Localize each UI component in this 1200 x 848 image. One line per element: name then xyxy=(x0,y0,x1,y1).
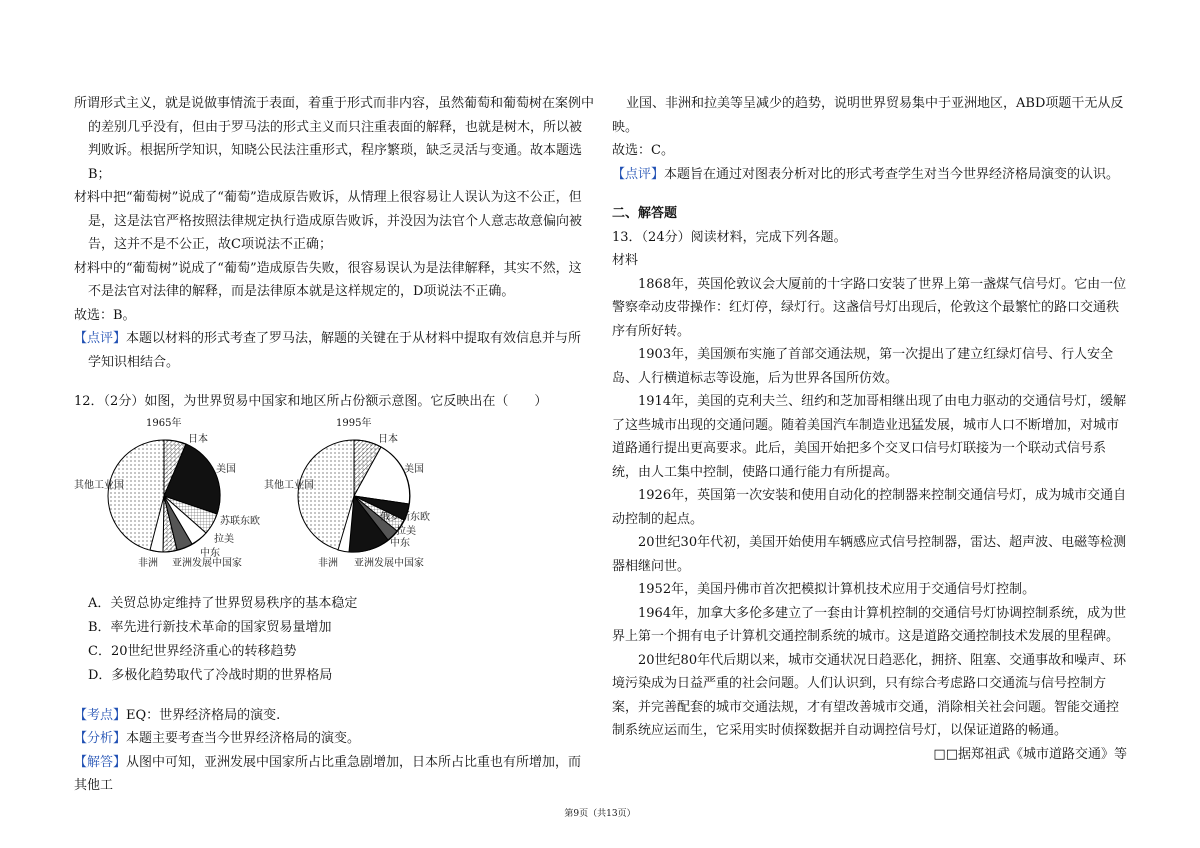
jieda-tag: 【解答】 xyxy=(74,754,127,770)
label-usa: 美国 xyxy=(404,463,424,475)
label-middle-east: 中东 xyxy=(200,547,220,559)
fenxi-text: 本题主要考查当今世界经济格局的演变。 xyxy=(126,731,361,746)
label-other-industrial: 其他工业国 xyxy=(74,479,124,491)
paragraph: 材料中的“葡萄树”说成了“葡萄”造成原告失败，很容易误认为是法律解释，其实不然，这不是法官对法律的解释，而是法律原本就是这样规定的，D项说法不正确。 xyxy=(74,260,582,299)
kaodian-text: EQ：世界经济格局的演变. xyxy=(126,707,281,723)
paragraph: 所谓形式主义，就是说做事情流于表面，着重于形式而非内容，虽然葡萄和葡萄树在案例中的差别几乎没有，但由于罗马法的形式主义而只注重表面的解释，也就是树木，所以被判败诉。根据所学知识，知晓公民法注重形式，程序繁琐，缺乏灵活与变通。故本题选B； xyxy=(74,96,595,182)
chart-title: 1995年 xyxy=(336,417,372,429)
chart-title: 1965年 xyxy=(146,417,182,429)
label-africa: 非洲 xyxy=(318,557,338,569)
material-label: 材料 xyxy=(612,253,639,268)
review-text: 本题以材料的形式考查了罗马法，解题的关键在于从材料中提取有效信息并与所学知识相结合。 xyxy=(88,331,582,370)
question-13: 13．（24分）阅读材料，完成下列各题。 xyxy=(612,229,847,245)
kaodian-line xyxy=(74,704,594,728)
jieda-line xyxy=(74,751,594,798)
material-paragraph: 20世纪30年代初，美国开始使用车辆感应式信号控制器，雷达、超声波、电磁等检测器相继问世。 xyxy=(612,535,1127,574)
pie-1995 xyxy=(264,416,430,569)
option-a: A．关贸总协定维持了世界贸易秩序的基本稳定 xyxy=(88,595,358,611)
label-middle-east: 中东 xyxy=(390,537,410,549)
trade-share-pie-charts xyxy=(74,416,594,586)
left-column xyxy=(74,92,594,798)
page-footer: 第9页（共13页） xyxy=(564,809,636,819)
review-text: 本题旨在通过对图表分析对比的形式考查学生对当今世界经济格局演变的认识。 xyxy=(664,166,1120,182)
answer-line: 故选：B。 xyxy=(74,307,136,323)
label-russia-eastern-europe: 俄罗斯东欧 xyxy=(380,511,430,523)
pie-charts-figure xyxy=(74,416,434,586)
material-paragraph: 1914年，美国的克利夫兰、纽约和芝加哥相继出现了由电力驱动的交通信号灯，缓解了这些城市出现的交通问题。随着美国汽车制造业迅猛发展，城市人口不断增加，对城市道路通行提出更高要求。此后，美国开始把多个交叉口信号灯联接为一个联动式信号系统，由人工集中控制，使路口通行能力有所提高。 xyxy=(612,394,1127,480)
option-c: C．20世纪世界经济重心的转移趋势 xyxy=(88,643,297,659)
answer-continued: 业国、非洲和拉美等呈减少的趋势，说明世界贸易集中于亚洲地区，ABD项题干无从反映。 xyxy=(612,96,1124,135)
review-tag: 【点评】 xyxy=(74,331,127,346)
label-usa: 美国 xyxy=(216,463,236,475)
jieda-text: 从图中可知，亚洲发展中国家所占比重急剧增加，日本所占比重也有所增加，而其他工 xyxy=(74,754,582,793)
material-paragraph: 1868年，英国伦敦议会大厦前的十字路口安装了世界上第一盏煤气信号灯。它由一位警察牵动皮带操作：红灯停，绿灯行。这盏信号灯出现后，伦敦这个最繁忙的路口交通秩序有所好转。 xyxy=(612,276,1127,339)
material-paragraph: 1964年，加拿大多伦多建立了一套由计算机控制的交通信号灯协调控制系统，成为世界上第一个拥有电子计算机交通控制系统的城市。这是道路交通控制技术发展的里程碑。 xyxy=(612,605,1127,644)
label-asian-developing: 亚洲发展中国家 xyxy=(172,557,242,569)
review-tag: 【点评】 xyxy=(612,166,665,182)
paragraph: 材料中把“葡萄树”说成了“葡萄”造成原告败诉，从情理上很容易让人误认为这不公正，但是，这是法官严格按照法律规定执行造成原告败诉，并没因为法官个人意志故意偏向被告，这并不是不公正，故C项说法不正确； xyxy=(74,190,583,252)
pie-1965 xyxy=(74,416,260,569)
material-paragraph: 20世纪80年代后期以来，城市交通状况日趋恶化，拥挤、阻塞、交通事故和噪声、环境污染成为日益严重的社会问题。人们认识到，只有综合考虑路口交通流与信号控制方案，并完善配套的城市交通法规，才有望改善城市交通，消除相关社会问题。智能交通控制系统应运而生，它采用实时侦探数据并自动调控信号灯，以保证道路的畅通。 xyxy=(612,652,1127,738)
label-japan: 日本 xyxy=(378,433,398,445)
review-paragraph xyxy=(74,327,594,374)
answer-line: 故选：C。 xyxy=(612,143,674,158)
label-latin-america: 拉美 xyxy=(396,525,416,537)
question-12: 12．（2分）如图，为世界贸易中国家和地区所占份额示意图。它反映出在（ ） xyxy=(74,394,548,409)
source-citation: □□据郑祖武《城市道路交通》等 xyxy=(933,746,1127,762)
option-d: D．多极化趋势取代了冷战时期的世界格局 xyxy=(88,667,333,683)
fenxi-tag: 【分析】 xyxy=(74,731,127,746)
material-paragraph: 1903年，美国颁布实施了首部交通法规，第一次提出了建立红绿灯信号、行人安全岛、人行横道标志等设施，后为世界各国所仿效。 xyxy=(612,347,1114,386)
label-other-industrial: 其他工业国 xyxy=(264,479,314,491)
material-paragraph: 1926年，英国第一次安装和使用自动化的控制器来控制交通信号灯，成为城市交通自动控制的起点。 xyxy=(612,488,1127,527)
fenxi-line xyxy=(74,727,594,751)
kaodian-tag: 【考点】 xyxy=(74,707,127,723)
material-paragraph: 1952年，美国丹佛市首次把模拟计算机技术应用于交通信号灯控制。 xyxy=(638,582,1036,597)
label-africa: 非洲 xyxy=(138,557,158,569)
option-b: B．率先进行新技术革命的国家贸易量增加 xyxy=(88,619,332,635)
label-japan: 日本 xyxy=(188,433,208,445)
review-paragraph xyxy=(612,163,1127,187)
label-soviet-eastern-europe: 苏联东欧 xyxy=(220,515,260,527)
label-asian-developing: 亚洲发展中国家 xyxy=(354,557,424,569)
section-heading: 二、解答题 xyxy=(612,206,678,221)
right-column xyxy=(612,92,1127,766)
label-latin-america: 拉美 xyxy=(214,533,234,545)
